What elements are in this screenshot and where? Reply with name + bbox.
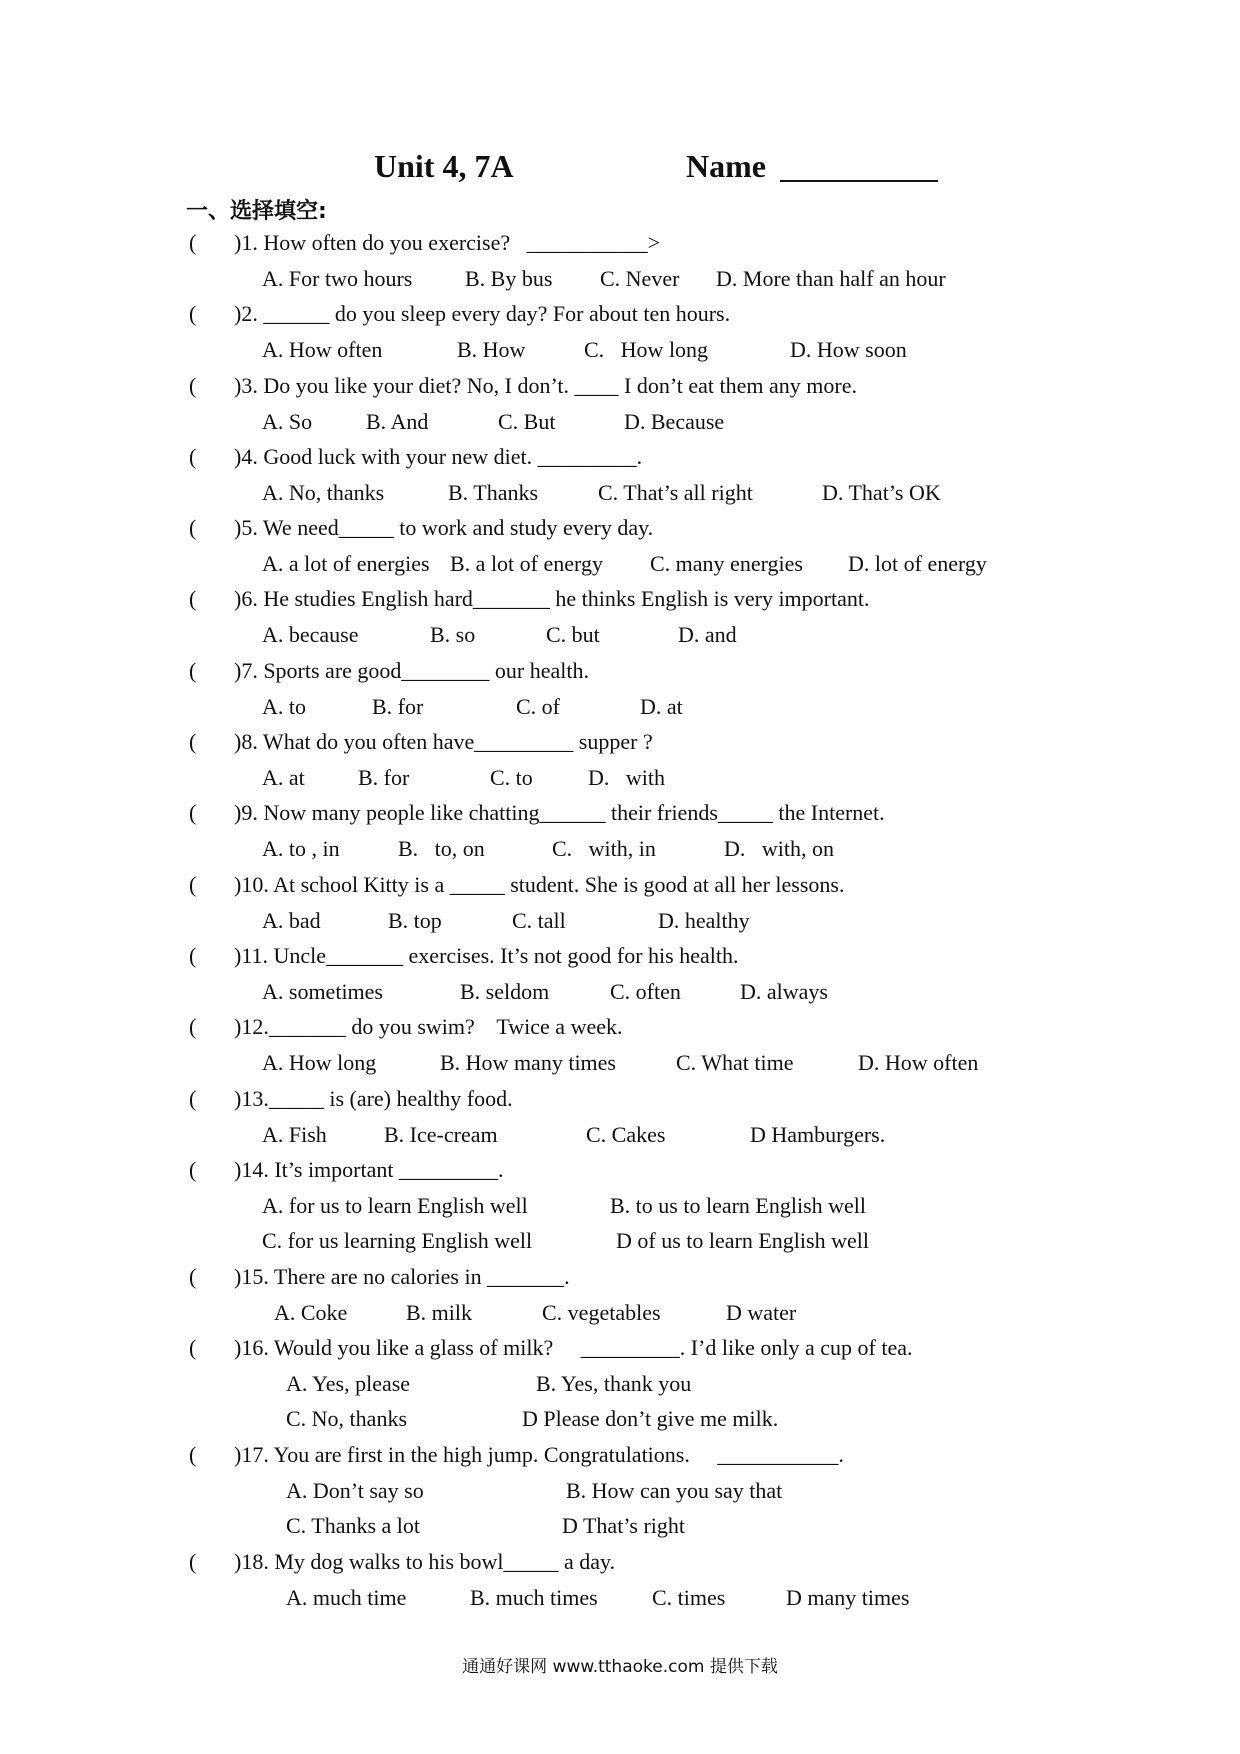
option: B. seldom <box>460 978 550 1004</box>
option: C. Cakes <box>586 1121 666 1147</box>
option: A. How long <box>262 1050 377 1076</box>
option: D Hamburgers. <box>750 1121 886 1147</box>
option: A. bad <box>262 907 321 933</box>
option: D. with, on <box>724 836 834 862</box>
answer-paren: ( <box>189 1263 197 1289</box>
option: B. a lot of energy <box>450 551 603 577</box>
option: A. because <box>262 622 359 648</box>
option: B. Yes, thank you <box>536 1371 692 1397</box>
option: A. Fish <box>262 1121 327 1147</box>
option: A. to , in <box>262 836 340 862</box>
answer-paren: ( <box>189 372 197 398</box>
answer-paren: ( <box>189 1549 197 1575</box>
option: D. healthy <box>658 907 750 933</box>
option: B. for <box>372 693 424 719</box>
answer-paren: ( <box>189 942 197 968</box>
question-list <box>0 226 1240 1616</box>
option: D water <box>726 1299 797 1325</box>
option: A. a lot of energies <box>262 551 430 577</box>
option: B. milk <box>406 1299 473 1325</box>
option: C. tall <box>512 907 566 933</box>
question-item <box>0 582 1240 653</box>
option: D. and <box>678 622 737 648</box>
option: A. sometimes <box>262 978 383 1004</box>
option: C. of <box>516 693 560 719</box>
question-item <box>0 1082 1240 1153</box>
option: D of us to learn English well <box>616 1227 869 1253</box>
option: B. much times <box>470 1585 598 1611</box>
question-stem: )17. You are first in the high jump. Congratulations. ___________. <box>234 1442 844 1468</box>
answer-paren: ( <box>189 800 197 826</box>
option: A. to <box>262 693 306 719</box>
question-item <box>0 1545 1240 1616</box>
option: C. Never <box>600 266 680 291</box>
option: C. vegetables <box>542 1299 661 1325</box>
option: C. to <box>490 765 533 791</box>
option: A. Coke <box>274 1299 348 1325</box>
question-item <box>0 868 1240 939</box>
answer-paren: ( <box>189 301 197 327</box>
question-stem: )13._____ is (are) healthy food. <box>234 1085 513 1111</box>
question-item <box>0 1153 1240 1260</box>
option: D. That’s OK <box>822 479 941 505</box>
question-stem: )10. At school Kitty is a _____ student. She is good at all her lessons. <box>234 871 845 897</box>
option: C. That’s all right <box>598 479 753 505</box>
option: B. top <box>388 907 442 933</box>
page-title: Unit 4, 7A <box>374 148 514 184</box>
question-item <box>0 939 1240 1010</box>
option: A. Don’t say so <box>286 1478 424 1504</box>
option: B. How <box>457 337 526 363</box>
option: B. to, on <box>398 836 485 862</box>
question-stem: )4. Good luck with your new diet. _________. <box>234 443 643 469</box>
option: D That’s right <box>562 1513 686 1539</box>
option: D many times <box>786 1585 910 1611</box>
question-item <box>0 1331 1240 1438</box>
option: A. So <box>262 408 313 434</box>
option: D. always <box>740 978 828 1004</box>
question-stem: )9. Now many people like chatting______ their friends_____ the Internet. <box>234 800 885 826</box>
option: A. much time <box>286 1585 407 1611</box>
question-item <box>0 1260 1240 1331</box>
option: D. with <box>588 765 665 791</box>
option: A. How often <box>262 337 383 363</box>
option: C. often <box>610 978 681 1004</box>
option: D. lot of energy <box>848 551 987 577</box>
question-stem: )15. There are no calories in _______. <box>234 1263 570 1289</box>
answer-paren: ( <box>189 1442 197 1468</box>
question-item <box>0 440 1240 511</box>
option: C. No, thanks <box>286 1406 407 1432</box>
option: C. but <box>546 622 600 648</box>
question-stem: )18. My dog walks to his bowl_____ a day. <box>234 1549 616 1575</box>
option: B. so <box>430 622 476 648</box>
answer-paren: ( <box>189 657 197 683</box>
question-stem: )1. How often do you exercise? ___________> <box>234 230 661 255</box>
option: D. How often <box>858 1050 979 1076</box>
option: C. with, in <box>552 836 656 862</box>
question-item <box>0 1010 1240 1081</box>
answer-paren: ( <box>189 1014 197 1040</box>
answer-paren: ( <box>189 1335 197 1361</box>
question-item <box>0 511 1240 582</box>
option: D. at <box>640 693 683 719</box>
option: B. Ice-cream <box>384 1121 498 1147</box>
question-item <box>0 297 1240 368</box>
answer-paren: ( <box>189 230 197 255</box>
option: B. By bus <box>465 266 553 291</box>
question-item <box>0 654 1240 725</box>
option: A. Yes, please <box>286 1371 411 1397</box>
answer-paren: ( <box>189 586 197 612</box>
answer-paren: ( <box>189 515 197 541</box>
question-stem: )12._______ do you swim? Twice a week. <box>234 1014 623 1040</box>
question-stem: )8. What do you often have_________ supper ? <box>234 729 653 755</box>
question-stem: )16. Would you like a glass of milk? _________. I’d like only a cup of tea. <box>234 1335 913 1361</box>
option: D. How soon <box>790 337 907 363</box>
footer-text: 通通好课网 www.tthaoke.com 提供下载 <box>462 1657 778 1677</box>
question-stem: )6. He studies English hard_______ he thinks English is very important. <box>234 586 870 612</box>
option: A. at <box>262 765 305 791</box>
question-item <box>0 226 1240 297</box>
option: C. Thanks a lot <box>286 1513 421 1539</box>
option: D. More than half an hour <box>716 266 946 291</box>
option: B. to us to learn English well <box>610 1192 867 1218</box>
option: A. For two hours <box>262 266 413 291</box>
option: C. times <box>652 1585 726 1611</box>
answer-paren: ( <box>189 443 197 469</box>
option: A. for us to learn English well <box>262 1192 528 1218</box>
option: B. Thanks <box>448 479 539 505</box>
option: C. But <box>498 408 556 434</box>
section-title: 一、选择填空: <box>186 199 327 224</box>
option: B. How many times <box>440 1050 616 1076</box>
option: A. No, thanks <box>262 479 385 505</box>
question-stem: )3. Do you like your diet? No, I don’t. ____ I don’t eat them any more. <box>234 372 858 398</box>
question-item <box>0 796 1240 867</box>
option: C. How long <box>584 337 709 363</box>
question-stem: )11. Uncle_______ exercises. It’s not good for his health. <box>234 942 739 968</box>
answer-paren: ( <box>189 871 197 897</box>
name-label: Name <box>686 148 766 184</box>
question-stem: )14. It’s important _________. <box>234 1156 504 1182</box>
option: C. many energies <box>650 551 803 577</box>
question-stem: )2. ______ do you sleep every day? For about ten hours. <box>234 301 731 327</box>
question-item <box>0 369 1240 440</box>
question-stem: )5. We need_____ to work and study every day. <box>234 515 654 541</box>
answer-paren: ( <box>189 1156 197 1182</box>
name-blank-line <box>780 180 938 182</box>
question-item <box>0 725 1240 796</box>
option: B. And <box>366 408 429 434</box>
question-item <box>0 1438 1240 1545</box>
title-row <box>0 148 1240 188</box>
option: C. for us learning English well <box>262 1227 533 1253</box>
option: D. Because <box>624 408 725 434</box>
answer-paren: ( <box>189 729 197 755</box>
option: D Please don’t give me milk. <box>522 1406 779 1432</box>
option: C. What time <box>676 1050 794 1076</box>
option: B. for <box>358 765 410 791</box>
option: B. How can you say that <box>566 1478 783 1504</box>
answer-paren: ( <box>189 1085 197 1111</box>
question-stem: )7. Sports are good________ our health. <box>234 657 589 683</box>
